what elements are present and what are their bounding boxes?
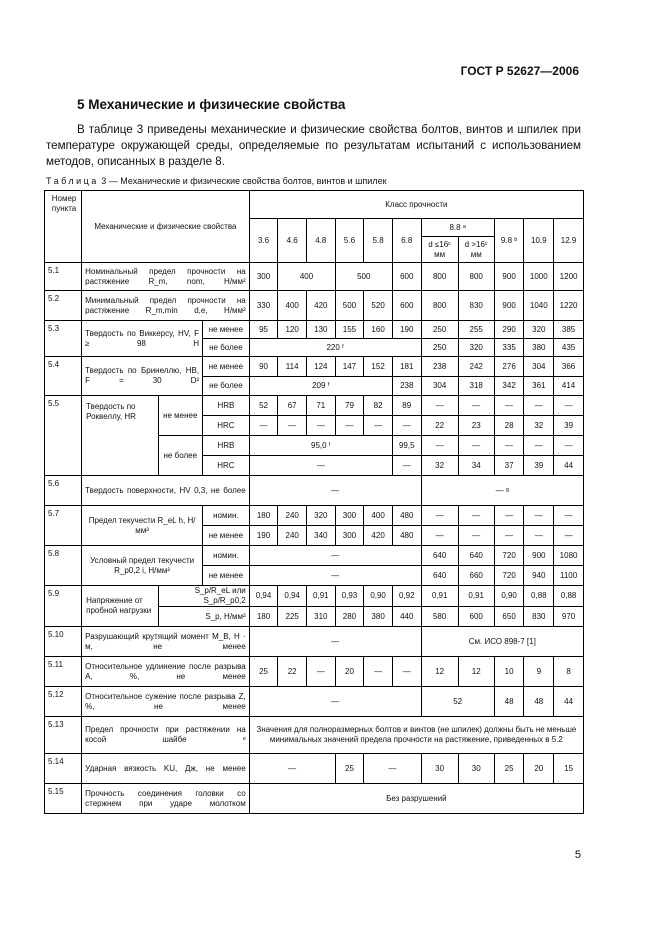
table-row <box>45 321 584 339</box>
cell: 28 <box>494 416 524 436</box>
cell: 640 <box>421 546 458 566</box>
cell: 130 <box>307 321 336 339</box>
cell: 240 <box>278 526 307 546</box>
cell: 32 <box>421 456 458 476</box>
cell: 1100 <box>554 566 584 586</box>
cell: 380 <box>364 607 393 627</box>
row-label: Относительное удлинение после разрыва A, %, не менее <box>82 657 250 687</box>
qualifier: не менее <box>203 321 250 339</box>
section-title: 5 Механические и физические свойства <box>77 97 346 112</box>
qualifier: не менее <box>203 357 250 377</box>
cell: 318 <box>458 377 494 396</box>
cell: 10 <box>494 657 524 687</box>
cell: — <box>421 396 458 416</box>
cell: 0,91 <box>421 586 458 607</box>
class-4-8: 4.8 <box>307 219 336 263</box>
cell: — <box>392 456 421 476</box>
cell: 310 <box>307 607 336 627</box>
row-label: Напряжение от пробной нагрузки <box>82 586 158 627</box>
row-label: Условный предел текучести R_p0,2 i, Н/мм² <box>82 546 203 586</box>
row-number: 5.10 <box>45 627 82 657</box>
cell: 71 <box>307 396 336 416</box>
cell: — <box>249 566 421 586</box>
cell: 34 <box>458 456 494 476</box>
cell: 190 <box>392 321 421 339</box>
cell: 1080 <box>554 546 584 566</box>
cell: 99,5 <box>392 436 421 456</box>
cell: 420 <box>307 291 336 321</box>
cell: 830 <box>458 291 494 321</box>
cell: 25 <box>249 657 278 687</box>
cell: 400 <box>278 263 335 291</box>
cell: 520 <box>364 291 393 321</box>
cell: — <box>249 627 421 657</box>
table-row <box>45 506 584 526</box>
cell: 20 <box>335 657 364 687</box>
scale: HRC <box>203 416 250 436</box>
cell: 120 <box>278 321 307 339</box>
cell: 12 <box>458 657 494 687</box>
qualifier: не более <box>158 436 203 476</box>
cell: 300 <box>335 526 364 546</box>
cell: 95 <box>249 321 278 339</box>
cell: — <box>249 687 421 717</box>
cell: — <box>458 506 494 526</box>
cell: 180 <box>249 607 278 627</box>
cell: 22 <box>278 657 307 687</box>
cell: — <box>554 436 584 456</box>
cell: 330 <box>249 291 278 321</box>
cell: — <box>249 476 421 506</box>
class-9-8: 9.8 ᵇ <box>494 219 524 263</box>
cell: 660 <box>458 566 494 586</box>
scale: HRB <box>203 396 250 416</box>
cell: — <box>335 416 364 436</box>
cell: 600 <box>392 263 421 291</box>
cell: 52 <box>421 687 494 717</box>
class-8-8-small: d ≤16ᶜ мм <box>421 237 458 263</box>
row-number: 5.8 <box>45 546 82 586</box>
cell: 280 <box>335 607 364 627</box>
row-label: Твердость по Бринеллю, HB, F = 30 D² <box>82 357 203 396</box>
cell: 152 <box>364 357 393 377</box>
cell: 25 <box>335 754 364 784</box>
cell: 600 <box>458 607 494 627</box>
cell: 0,91 <box>458 586 494 607</box>
cell: 940 <box>524 566 554 586</box>
row-label: Минимальный предел прочности на растяжение R_m,min d,e, Н/мм² <box>82 291 250 321</box>
cell: 480 <box>392 506 421 526</box>
head-property: Механические и физические свойства <box>82 191 250 263</box>
document-header: ГОСТ Р 52627—2006 <box>460 64 579 78</box>
cell: — <box>249 754 335 784</box>
cell: 1220 <box>554 291 584 321</box>
table-row <box>45 754 584 784</box>
cell: 250 <box>421 321 458 339</box>
cell: 181 <box>392 357 421 377</box>
row-label: Относительное сужение после разрыва Z, %, не менее <box>82 687 250 717</box>
cell: 0,90 <box>494 586 524 607</box>
row-label: Номинальный предел прочности на растяжение R_m, nom, Н/мм² <box>82 263 250 291</box>
cell: 400 <box>364 506 393 526</box>
row-label: Предел прочности при растяжении на косой шайбе ᵉ <box>82 717 250 754</box>
cell: 44 <box>554 687 584 717</box>
cell: 320 <box>307 506 336 526</box>
row-number: 5.14 <box>45 754 82 784</box>
cell: 1040 <box>524 291 554 321</box>
cell: 23 <box>458 416 494 436</box>
class-5-6: 5.6 <box>335 219 364 263</box>
qualifier: номин. <box>203 506 250 526</box>
cell: 0,88 <box>524 586 554 607</box>
table-row <box>45 476 584 506</box>
cell: 8 <box>554 657 584 687</box>
row-number: 5.15 <box>45 784 82 814</box>
cell: — <box>494 526 524 546</box>
cell: 155 <box>335 321 364 339</box>
cell: 67 <box>278 396 307 416</box>
cell: — <box>249 416 278 436</box>
cell: — <box>307 657 336 687</box>
class-3-6: 3.6 <box>249 219 278 263</box>
cell: — <box>494 396 524 416</box>
table-row <box>45 291 584 321</box>
cell: 180 <box>249 506 278 526</box>
head-strength-class: Класс прочности <box>249 191 583 219</box>
cell: 380 <box>524 339 554 357</box>
head-number: Номер пункта <box>45 191 82 263</box>
cell: 414 <box>554 377 584 396</box>
row-number: 5.1 <box>45 263 82 291</box>
cell: 0,93 <box>335 586 364 607</box>
cell: 30 <box>458 754 494 784</box>
cell: 304 <box>524 357 554 377</box>
cell: 240 <box>278 506 307 526</box>
scale: HRB <box>203 436 250 456</box>
cell: 32 <box>524 416 554 436</box>
table-row <box>45 357 584 377</box>
class-5-8: 5.8 <box>364 219 393 263</box>
row-number: 5.6 <box>45 476 82 506</box>
qualifier: не менее <box>203 526 250 546</box>
cell: 276 <box>494 357 524 377</box>
cell: 720 <box>494 566 524 586</box>
qualifier: не менее <box>203 566 250 586</box>
cell: 0,90 <box>364 586 393 607</box>
cell: 0,92 <box>392 586 421 607</box>
caption-word: Таблица <box>46 176 99 186</box>
cell: — <box>494 506 524 526</box>
cell: 20 <box>524 754 554 784</box>
cell: — <box>364 416 393 436</box>
cell: 89 <box>392 396 421 416</box>
cell: 242 <box>458 357 494 377</box>
cell: 440 <box>392 607 421 627</box>
cell: 238 <box>421 357 458 377</box>
cell: — <box>392 416 421 436</box>
cell: 342 <box>494 377 524 396</box>
cell: — <box>524 436 554 456</box>
cell: 361 <box>524 377 554 396</box>
cell: — <box>554 506 584 526</box>
cell: 22 <box>421 416 458 436</box>
cell: 600 <box>392 291 421 321</box>
cell: — <box>524 506 554 526</box>
cell: 304 <box>421 377 458 396</box>
cell: — <box>524 396 554 416</box>
row-label: Твердость по Виккерсу, HV, F ≥ 98 Н <box>82 321 203 357</box>
row-label: Разрушающий крутящий момент M_B, Н · м, не менее <box>82 627 250 657</box>
cell: 12 <box>421 657 458 687</box>
cell: 720 <box>494 546 524 566</box>
cell: — <box>494 436 524 456</box>
row-number: 5.12 <box>45 687 82 717</box>
cell: 209 ᶠ <box>249 377 392 396</box>
qualifier: номин. <box>203 546 250 566</box>
cell: 420 <box>364 526 393 546</box>
cell: 147 <box>335 357 364 377</box>
cell: 48 <box>524 687 554 717</box>
cell: 900 <box>494 291 524 321</box>
cell: — <box>458 526 494 546</box>
cell: 900 <box>494 263 524 291</box>
cell: 385 <box>554 321 584 339</box>
cell: — <box>392 657 421 687</box>
cell: 500 <box>335 263 392 291</box>
cell: 830 <box>524 607 554 627</box>
cell: 37 <box>494 456 524 476</box>
class-6-8: 6.8 <box>392 219 421 263</box>
class-8-8: 8.8 ᵃ <box>421 219 494 237</box>
properties-table <box>44 190 584 814</box>
cell: — <box>554 396 584 416</box>
cell: — <box>249 456 392 476</box>
row-number: 5.7 <box>45 506 82 546</box>
qualifier: не более <box>203 377 250 396</box>
row-number: 5.13 <box>45 717 82 754</box>
cell: 15 <box>554 754 584 784</box>
cell: 435 <box>554 339 584 357</box>
cell: — <box>249 546 421 566</box>
row-number: 5.2 <box>45 291 82 321</box>
cell: 9 <box>524 657 554 687</box>
cell: 114 <box>278 357 307 377</box>
cell: 90 <box>249 357 278 377</box>
table-row <box>45 657 584 687</box>
cell: 238 <box>392 377 421 396</box>
cell: 0,94 <box>249 586 278 607</box>
cell: 320 <box>524 321 554 339</box>
cell: 190 <box>249 526 278 546</box>
table-row <box>45 546 584 566</box>
cell: 0,91 <box>307 586 336 607</box>
cell: — <box>364 657 393 687</box>
cell: 320 <box>458 339 494 357</box>
row-label: Твердость поверхности, HV 0,3, не более <box>82 476 250 506</box>
cell: 44 <box>554 456 584 476</box>
cell: — <box>364 754 421 784</box>
table-row <box>45 627 584 657</box>
row-number: 5.4 <box>45 357 82 396</box>
cell: 39 <box>524 456 554 476</box>
cell: — <box>421 506 458 526</box>
table-row <box>45 717 584 754</box>
row-number: 5.5 <box>45 396 82 476</box>
cell: 79 <box>335 396 364 416</box>
cell: 640 <box>458 546 494 566</box>
cell: 250 <box>421 339 458 357</box>
cell: 225 <box>278 607 307 627</box>
cell: 640 <box>421 566 458 586</box>
cell: 0,94 <box>278 586 307 607</box>
cell: 290 <box>494 321 524 339</box>
cell: 500 <box>335 291 364 321</box>
cell: 900 <box>524 546 554 566</box>
cell: 800 <box>458 263 494 291</box>
class-8-8-large: d >16ᶜ мм <box>458 237 494 263</box>
cell: 800 <box>421 291 458 321</box>
row-label: Твердость по Роквеллу, HR <box>82 396 158 476</box>
row-number: 5.3 <box>45 321 82 357</box>
cell: 52 <box>249 396 278 416</box>
cell: — ᵍ <box>421 476 583 506</box>
cell: 580 <box>421 607 458 627</box>
cell: 30 <box>421 754 458 784</box>
row-label: Ударная вязкость KU, Дж, не менее <box>82 754 250 784</box>
cell: 220 ᶠ <box>249 339 421 357</box>
page-number: 5 <box>574 849 581 861</box>
cell: 400 <box>278 291 307 321</box>
cell: Значения для полноразмерных болтов и винтов (не шпилек) должны быть не меньше минимальных значений предела прочности на растяжение, приведенных в 5.2 <box>249 717 583 754</box>
intro-paragraph: В таблице 3 приведены механические и физические свойства болтов, винтов и шпилек при температуре окружающей среды, определяемые по результатам испытаний с использованием методов, описанных в разделе 8. <box>46 123 581 168</box>
cell: — <box>421 436 458 456</box>
cell: 39 <box>554 416 584 436</box>
cell: 340 <box>307 526 336 546</box>
cell: 800 <box>421 263 458 291</box>
table-row <box>45 263 584 291</box>
cell: 335 <box>494 339 524 357</box>
table-row <box>45 396 584 416</box>
cell: — <box>458 436 494 456</box>
row-number: 5.9 <box>45 586 82 627</box>
cell: 300 <box>335 506 364 526</box>
caption-text: 3 — Механические и физические свойства болтов, винтов и шпилек <box>98 176 387 186</box>
qualifier: не менее <box>158 396 203 436</box>
cell: 255 <box>458 321 494 339</box>
cell: 300 <box>249 263 278 291</box>
cell: 124 <box>307 357 336 377</box>
table-row <box>45 687 584 717</box>
cell: 1000 <box>524 263 554 291</box>
cell: 366 <box>554 357 584 377</box>
cell: 82 <box>364 396 393 416</box>
cell: — <box>421 526 458 546</box>
cell: 95,0 ᶠ <box>249 436 392 456</box>
qualifier: не более <box>203 339 250 357</box>
table-caption <box>46 176 387 186</box>
table-row <box>45 784 584 814</box>
cell: 1200 <box>554 263 584 291</box>
class-4-6: 4.6 <box>278 219 307 263</box>
cell: 480 <box>392 526 421 546</box>
class-10-9: 10.9 <box>524 219 554 263</box>
cell: 0,88 <box>554 586 584 607</box>
qualifier: S_p/R_eL или S_p/R_p0,2 <box>158 586 249 607</box>
cell: — <box>554 526 584 546</box>
cell: 650 <box>494 607 524 627</box>
row-number: 5.11 <box>45 657 82 687</box>
row-label: Предел текучести R_eL h, Н/мм² <box>82 506 203 546</box>
class-12-9: 12.9 <box>554 219 584 263</box>
cell: Без разрушений <box>249 784 583 814</box>
cell: См. ИСО 898-7 [1] <box>421 627 583 657</box>
cell: 970 <box>554 607 584 627</box>
qualifier: S_p, Н/мм² <box>158 607 249 627</box>
cell: 160 <box>364 321 393 339</box>
cell: — <box>278 416 307 436</box>
cell: — <box>307 416 336 436</box>
table-row <box>45 586 584 607</box>
scale: HRC <box>203 456 250 476</box>
cell: — <box>524 526 554 546</box>
cell: 48 <box>494 687 524 717</box>
cell: 25 <box>494 754 524 784</box>
cell: — <box>458 396 494 416</box>
row-label: Прочность соединения головки со стержнем при ударе молотком <box>82 784 250 814</box>
